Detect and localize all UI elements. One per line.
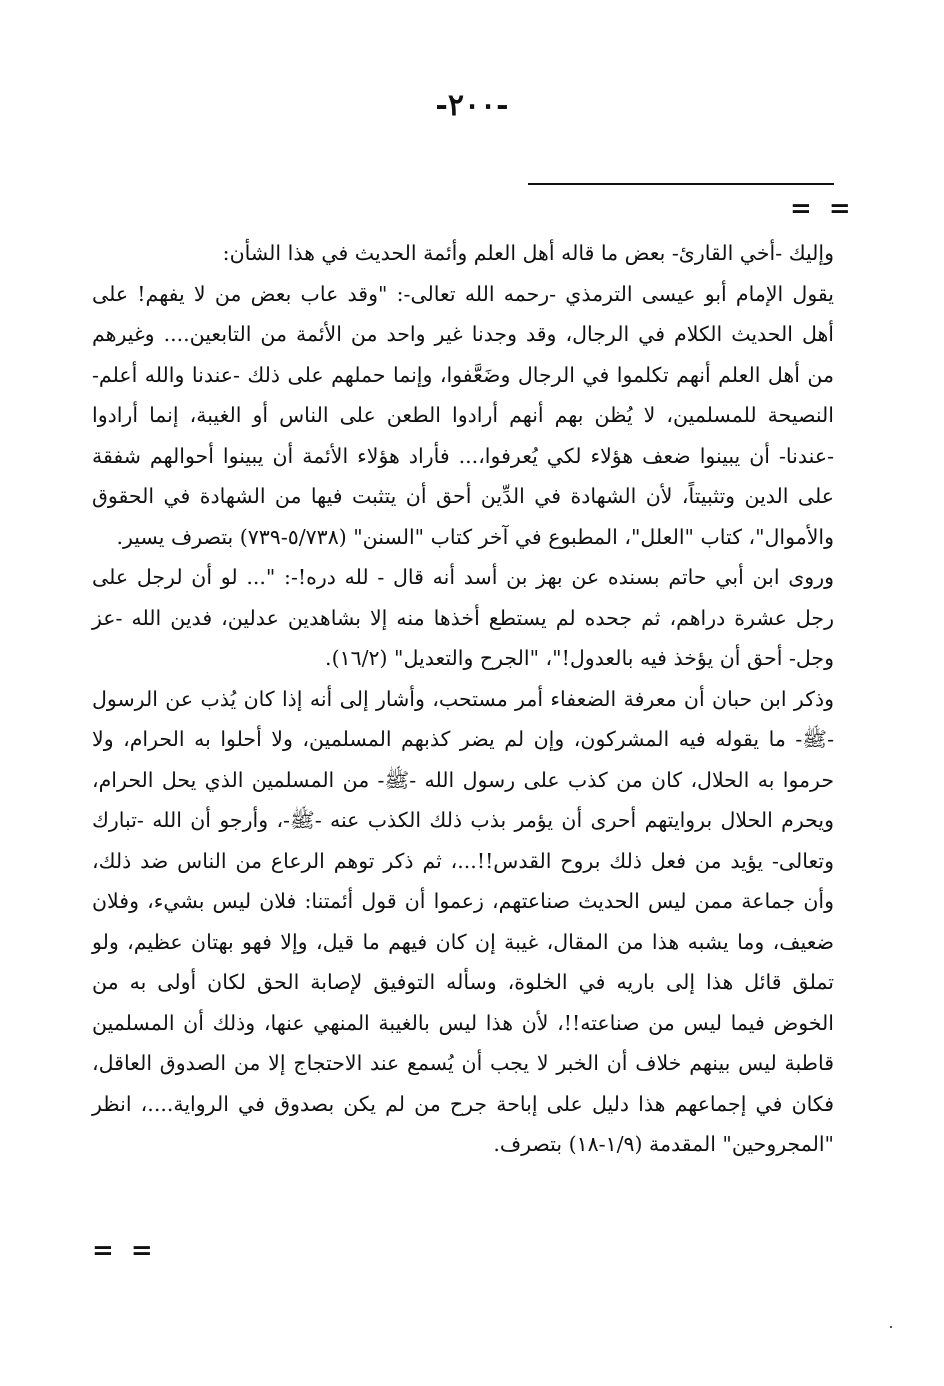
separator-mark-bottom: = = — [92, 1236, 157, 1266]
separator-mark-top: = = — [790, 194, 855, 224]
page-number: -٢٠٠- — [435, 88, 509, 123]
paragraph-ibn-hibban-quote: وذكر ابن حبان أن معرفة الضعفاء أمر مستحب، وأشار إلى أنه إذا كان يُذب عن الرسول -ﷺ- ما يقوله فيه المشركون، وإن لم يضر كذبهم المسلمين، ولا أحلوا به الحرام، ولا حرموا به الحلال، كان من كذب على رسول الله -ﷺ- من المسلمين الذي يحل الحرام، ويحرم الحلال بروايتهم أحرى أن يؤمر بذب ذلك الكذب عنه -ﷺ-، وأرجو أن الله -تبارك وتعالى- يؤيد من فعل ذلك بروح القدس!!...، ثم ذكر توهم الرعاع من الناس ضد ذلك، وأن جماعة ممن ليس الحديث صناعتهم، زعموا أن قول أئمتنا: فلان ليس بشيء، وفلان ضعيف، وما يشبه هذا من المقال، غيبة إن كان فيهم ما قيل، وإلا فهو بهتان عظيم، ولو تملق قائل هذا إلى باريه في الخلوة، وسأله التوفيق لإصابة الحق لكان أولى به من الخوض فيما ليس من صناعته!!، لأن هذا ليس بالغيبة المنهي عنها، وذلك أن المسلمين قاطبة ليس بينهم خلاف أن الخبر لا يجب أن يُسمع عند الاحتجاج إلا من الصدوق العاقل، فكان في إجماعهم هذا دليل على إباحة جرح من لم يكن بصدوق في الرواية....، انظر "المجروحين" المقدمة (١/٩-١٨) بتصرف. — [92, 686, 834, 1156]
scan-speck — [890, 1326, 892, 1328]
paragraph-tirmidhi-quote: يقول الإمام أبو عيسى الترمذي -رحمه الله تعالى-: "وقد عاب بعض من لا يفهم! على أهل الحديث الكلام في الرجال، وقد وجدنا غير واحد من الأئمة من التابعين.... وغيرهم من أهل العلم أنهم تكلموا في الرجال وضَعَّفوا، وإنما حملهم على ذلك -عندنا والله أعلم- النصيحة للمسلمين، لا يُظن بهم أنهم أرادوا الطعن على الناس أو الغيبة، إنما أرادوا -عندنا- أن يبينوا ضعف هؤلاء لكي يُعرفوا،... فأراد هؤلاء الأئمة أن يبينوا أحوالهم شفقة على الدين وتثبيتاً، لأن الشهادة في الدِّين أحق أن يتثبت فيها من الشهادة في الحقوق والأموال"، كتاب "العلل"، المطبوع في آخر كتاب "السنن" (٥/٧٣٨-٧٣٩) بتصرف يسير. — [92, 281, 834, 549]
separator-rule — [528, 183, 834, 185]
body-text — [92, 233, 834, 1165]
paragraph-ibn-abi-hatim-quote: وروى ابن أبي حاتم بسنده عن بهز بن أسد أنه قال - لله دره!-: "... لو أن لرجل على رجل عشرة دراهم، ثم جحده لم يستطع أخذها منه إلا بشاهدين عدلين، فدين الله -عز وجل- أحق أن يؤخذ فيه بالعدول!"، "الجرح والتعديل" (١٦/٢). — [92, 565, 834, 670]
paragraph-intro: وإليك -أخي القارئ- بعض ما قاله أهل العلم وأئمة الحديث في هذا الشأن: — [222, 241, 834, 265]
